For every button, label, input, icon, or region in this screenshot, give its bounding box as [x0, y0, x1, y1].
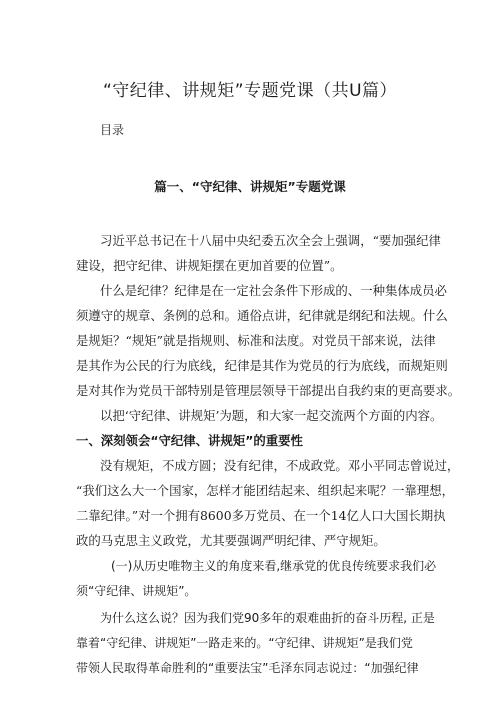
subsection-heading: 一、深刻领会“守纪律、讲规矩”的重要性	[76, 433, 303, 448]
paragraph-line: 须遵守的规章、条例的总和。通俗点讲，纪律就是纲纪和法规。什么	[76, 308, 448, 323]
paragraph-line: 没有规矩，不成方圆；没有纪律，不成政党。邓小平同志曾说过，	[100, 458, 460, 473]
paragraph-line: 以把‘守纪律、讲规矩’为题，和大家一起交流两个方面的内容。	[100, 408, 443, 423]
paragraph-line: 靠着“守纪律、讲规矩”一路走来的。“守纪律、讲规矩”是我们党	[76, 636, 413, 650]
paragraph-line: 二靠纪律。”对一个拥有8600多万党员、在一个14亿人口大国长期执	[76, 508, 446, 523]
paragraph-line: 是对其作为党员干部特别是管理层领导干部提出自我约束的更高要求。	[76, 383, 461, 398]
document-title: “守纪律、讲规矩”专题党课（共U篇）	[102, 81, 398, 101]
section-heading: 篇一、“守纪律、讲规矩”专题党课	[154, 179, 346, 194]
paragraph-line: 习近平总书记在十八届中央纪委五次全会上强调，“要加强纪律	[100, 233, 441, 248]
toc-label: 目录	[100, 123, 125, 137]
paragraph-line: (一)从历史唯物主义的角度来看,继承党的优良传统要求我们必	[111, 559, 437, 573]
paragraph-line: 什么是纪律？纪律是在一定社会条件下形成的、一种集体成员必	[100, 283, 447, 298]
paragraph-line: “我们这么大一个国家，怎样才能团结起来、组织起来呢？一靠理想，	[76, 483, 455, 498]
paragraph-line: 政的马克思主义政党，尤其要强调严明纪律、严守规矩。	[76, 533, 386, 548]
paragraph-line: 是规矩？“规矩”就是指规则、标准和法度。对党员干部来说，法律	[76, 333, 436, 348]
paragraph-line: 带领人民取得革命胜利的“重要法宝”毛泽东同志说过：“加强纪律	[76, 661, 419, 675]
paragraph-line: 为什么这么说？因为我们党90多年的艰难曲折的奋斗历程, 正是	[100, 611, 435, 625]
paragraph-line: 建设，把守纪律、讲规矩摆在更加首要的位置”。	[76, 258, 343, 273]
paragraph-line: 须“守纪律、讲规矩”。	[76, 584, 197, 598]
paragraph-line: 是其作为公民的行为底线，纪律是其作为党员的行为底线，而规矩则	[76, 358, 448, 373]
